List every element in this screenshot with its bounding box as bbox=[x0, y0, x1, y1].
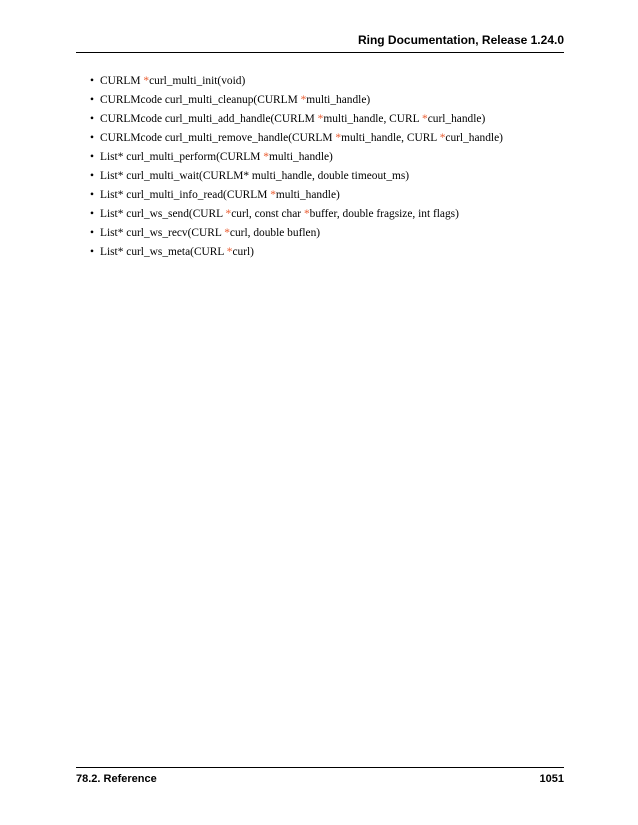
function-signature-part: CURLMcode curl_multi_cleanup(CURLM bbox=[100, 94, 301, 106]
function-signature-part: List* curl_ws_meta(CURL bbox=[100, 246, 227, 258]
page-header bbox=[76, 30, 564, 53]
pointer-star: * bbox=[335, 132, 342, 144]
bullet-icon: • bbox=[90, 94, 94, 106]
bullet-icon: • bbox=[90, 246, 94, 258]
pointer-star: * bbox=[317, 113, 324, 125]
document-title: Ring Documentation, Release 1.24.0 bbox=[357, 33, 564, 47]
pointer-star: * bbox=[263, 151, 269, 163]
function-signature-part: curl_handle) bbox=[445, 132, 503, 144]
function-signature-part: List* curl_multi_wait(CURLM* multi_handle, double timeout_ms) bbox=[100, 170, 410, 182]
function-signature-part: List* curl_multi_info_read(CURLM bbox=[100, 189, 271, 201]
function-signature-part: List* curl_ws_send(CURL bbox=[100, 208, 226, 220]
function-signature-part: curl_multi_init(void) bbox=[149, 75, 246, 87]
function-signature-part: CURLMcode curl_multi_add_handle(CURLM bbox=[100, 113, 318, 125]
function-signature-part: curl, const char bbox=[231, 208, 304, 220]
bullet-icon: • bbox=[90, 151, 94, 163]
list-item bbox=[90, 110, 503, 129]
page-number: 1051 bbox=[539, 773, 564, 785]
function-list bbox=[90, 72, 503, 262]
pointer-star: * bbox=[226, 246, 233, 258]
pointer-star: * bbox=[439, 132, 446, 144]
pointer-star: * bbox=[225, 208, 232, 220]
function-signature-part: multi_handle) bbox=[306, 94, 371, 106]
function-signature-part: multi_handle, CURL bbox=[341, 132, 440, 144]
function-signature-part: curl, double buflen) bbox=[229, 227, 321, 239]
list-item bbox=[90, 243, 503, 262]
bullet-icon: • bbox=[90, 189, 94, 201]
pointer-star: * bbox=[270, 189, 276, 201]
function-signature-part: multi_handle, CURL bbox=[323, 113, 422, 125]
page-footer bbox=[76, 767, 564, 785]
function-signature-part: List* curl_ws_recv(CURL bbox=[100, 227, 225, 239]
list-item bbox=[90, 148, 503, 167]
list-item bbox=[90, 167, 503, 186]
pointer-star: * bbox=[303, 208, 310, 220]
list-item bbox=[90, 72, 503, 91]
list-item bbox=[90, 91, 503, 110]
list-item bbox=[90, 224, 503, 243]
list-item bbox=[90, 129, 503, 148]
bullet-icon: • bbox=[90, 170, 94, 182]
bullet-icon: • bbox=[90, 132, 94, 144]
list-item bbox=[90, 205, 503, 224]
function-signature-part: curl_handle) bbox=[427, 113, 486, 125]
pointer-star: * bbox=[224, 227, 230, 239]
pointer-star: * bbox=[421, 113, 428, 125]
function-signature-part: CURLMcode curl_multi_remove_handle(CURLM bbox=[100, 132, 336, 144]
function-signature-part: buffer, double fragsize, int flags) bbox=[309, 208, 459, 220]
bullet-icon: • bbox=[90, 227, 94, 239]
function-signature-part: curl) bbox=[232, 246, 254, 258]
pointer-star: * bbox=[300, 94, 307, 106]
bullet-icon: • bbox=[90, 75, 94, 87]
function-signature-part: multi_handle) bbox=[275, 189, 340, 201]
function-signature-part: List* curl_multi_perform(CURLM bbox=[100, 151, 264, 163]
function-signature-part: CURLM bbox=[100, 75, 144, 87]
list-item bbox=[90, 186, 503, 205]
section-label: 78.2. Reference bbox=[76, 773, 157, 785]
function-signature-part: multi_handle) bbox=[268, 151, 333, 163]
pointer-star: * bbox=[143, 75, 150, 87]
bullet-icon: • bbox=[90, 113, 94, 125]
bullet-icon: • bbox=[90, 208, 94, 220]
